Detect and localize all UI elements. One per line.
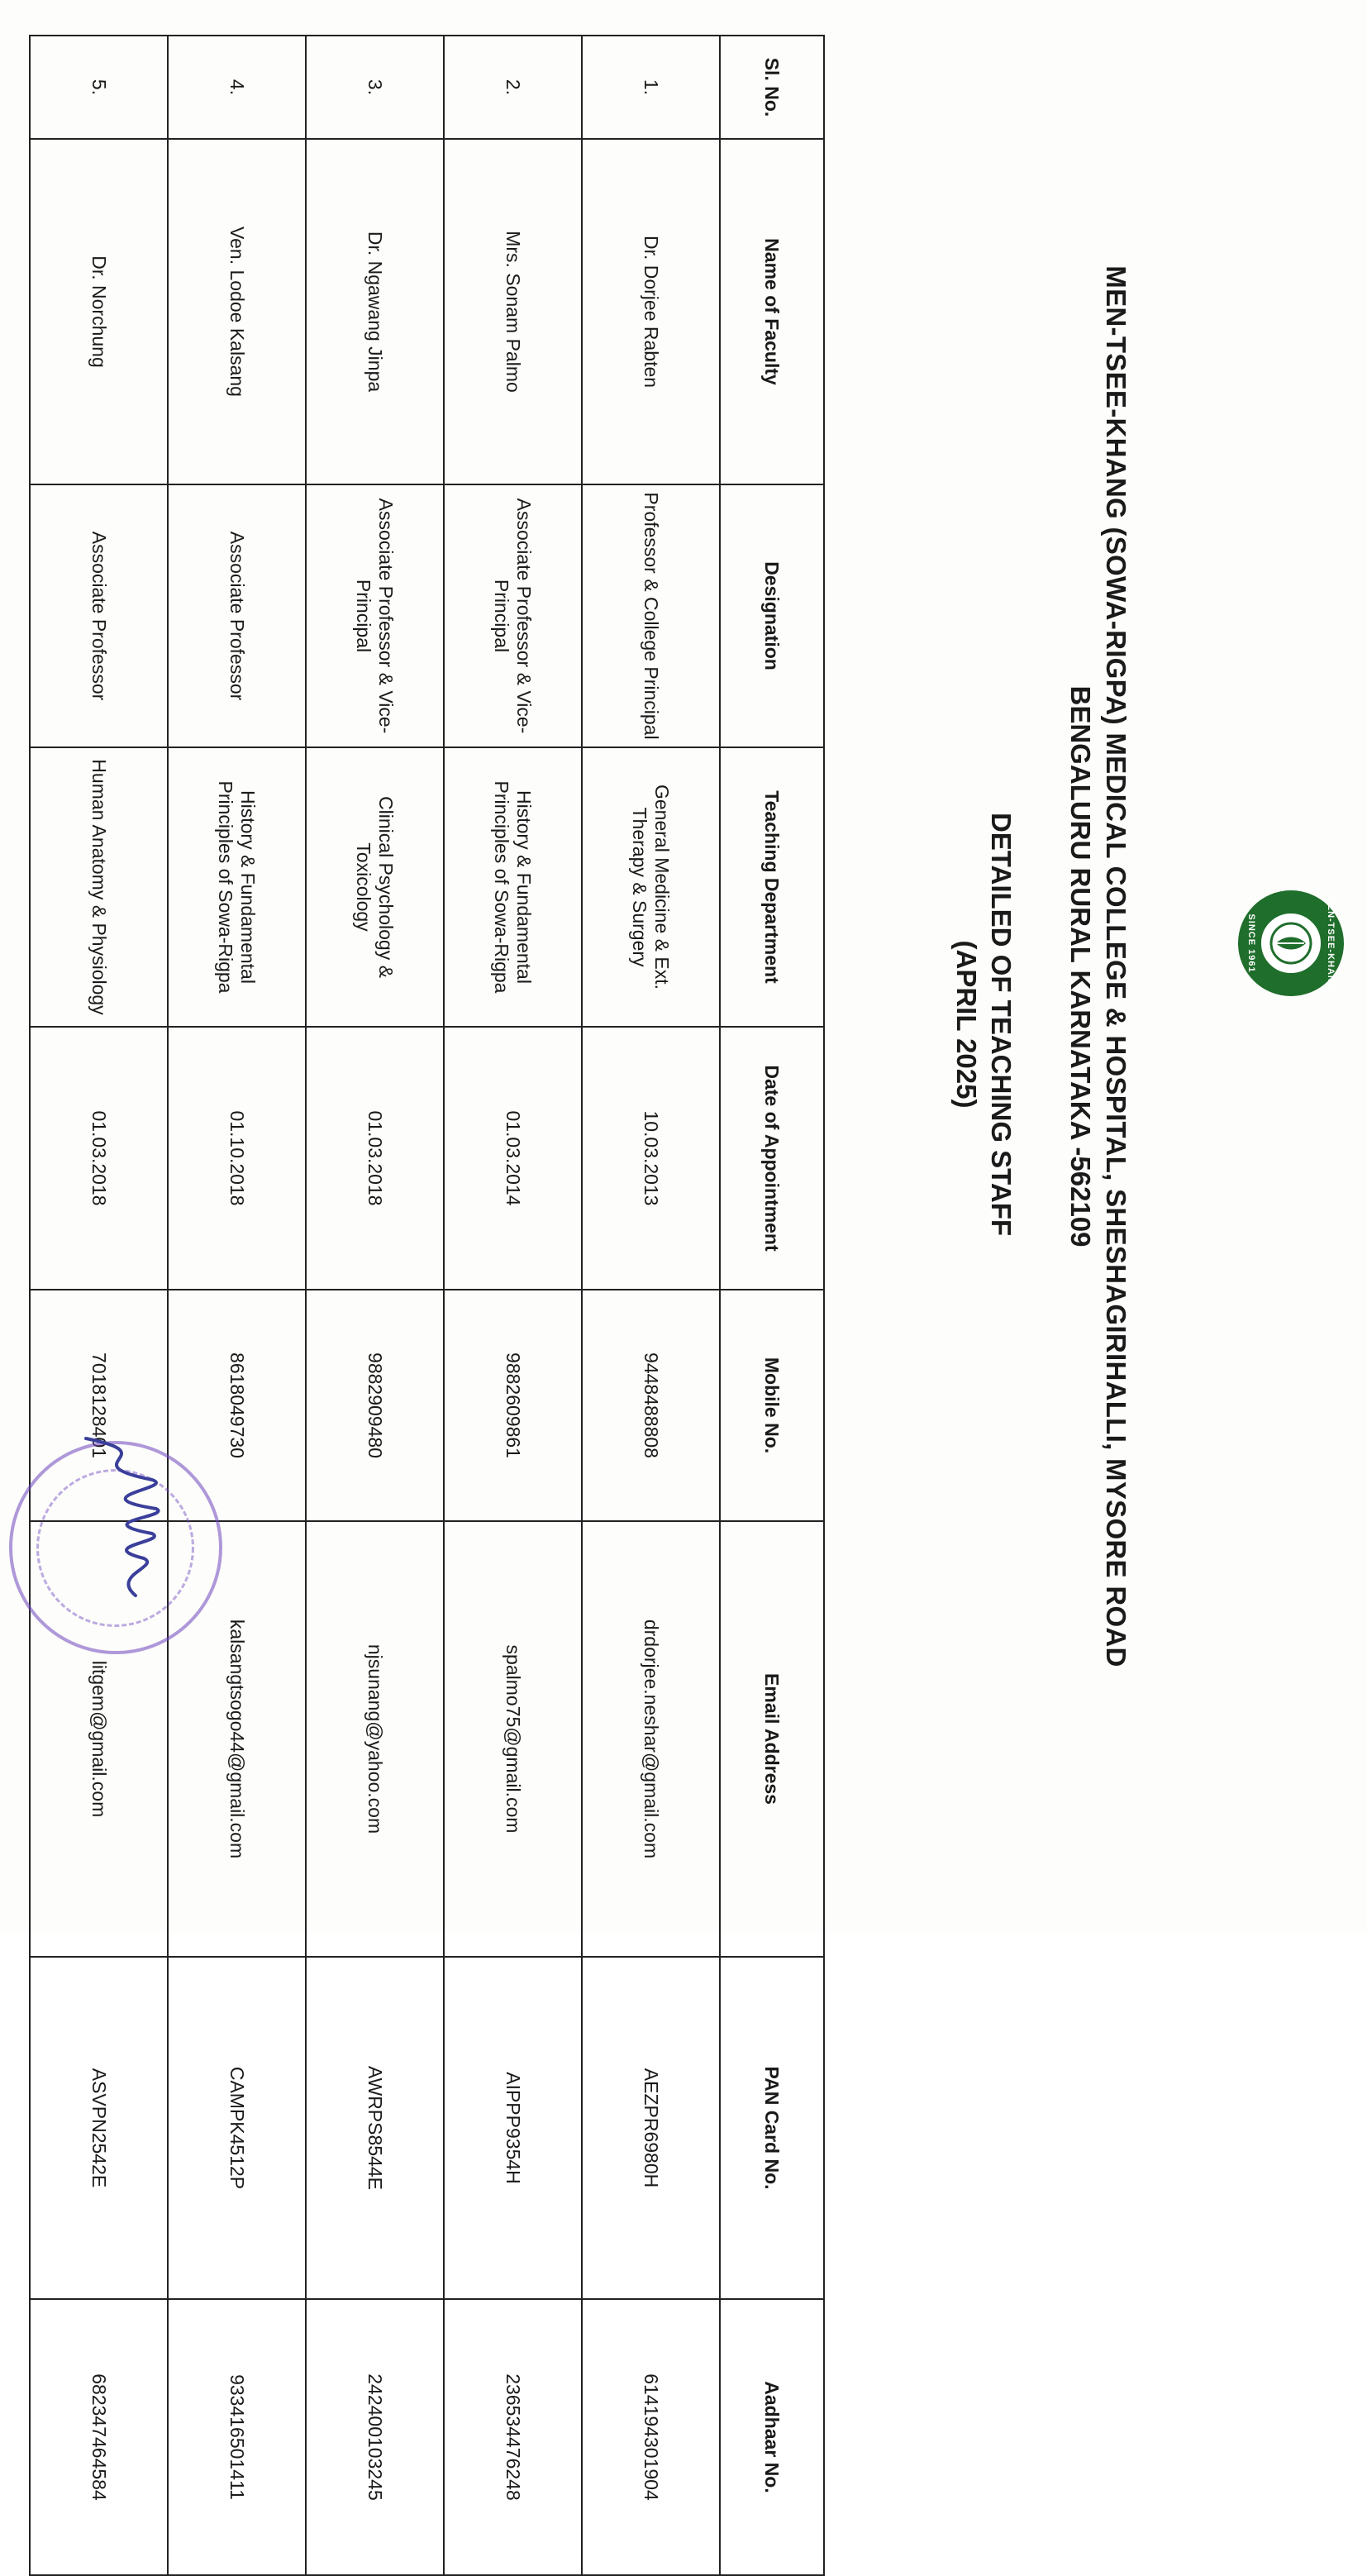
cell-date: 01.03.2018: [30, 1027, 168, 1290]
emblem-inner: [1259, 911, 1323, 976]
cell-date: 01.03.2014: [444, 1027, 582, 1290]
emblem-text-top: MEN-TSEE-KHANG: [1326, 895, 1336, 991]
emblem-leaf-icon: [1266, 918, 1316, 968]
table-row: [306, 36, 444, 2575]
cell-pan: CAMPK4512P: [168, 1957, 306, 2299]
table-row: [30, 36, 168, 2575]
cell-name: Mrs. Sonam Palmo: [444, 139, 582, 484]
cell-aadhaar: 236534476248: [444, 2299, 582, 2575]
cell-email: kalsangtsogo44@gmail.com: [168, 1521, 306, 1957]
cell-designation: Associate Professor & Vice-Principal: [444, 484, 582, 747]
cell-aadhaar: 614194301904: [582, 2299, 720, 2575]
cell-designation: Professor & College Principal: [582, 484, 720, 747]
cell-pan: AWRPS8544E: [306, 1957, 444, 2299]
cell-mobile: 9882609861: [444, 1290, 582, 1521]
cell-email: drdorjee.neshar@gmail.com: [582, 1521, 720, 1957]
cell-department: History & Fundamental Principles of Sowa-Rigpa: [444, 747, 582, 1027]
header-designation: Designation: [720, 484, 824, 747]
cell-sl: 2.: [444, 36, 582, 139]
cell-pan: AIPPP9354H: [444, 1957, 582, 2299]
cell-email: litgem@gmail.com: [30, 1521, 168, 1957]
college-name: MEN-TSEE-KHANG (SOWA-RIGPA) MEDICAL COLLEGE & HOSPITAL, SHESHAGIRIHALLI, MYSORE ROAD: [1101, 265, 1131, 1667]
document-date: (APRIL 2025): [951, 940, 982, 1109]
header-aadhaar: Aadhaar No.: [720, 2299, 824, 2575]
cell-mobile: 9448488808: [582, 1290, 720, 1521]
header-name: Name of Faculty: [720, 139, 824, 484]
cell-department: History & Fundamental Principles of Sowa-Rigpa: [168, 747, 306, 1027]
college-address: BENGALURU RURAL KARNATAKA -562109: [1065, 685, 1096, 1247]
handwritten-signature: [53, 1430, 185, 1604]
teaching-staff-table: [29, 35, 825, 2576]
cell-sl: 1.: [582, 36, 720, 139]
header-mobile: Mobile No.: [720, 1290, 824, 1521]
cell-aadhaar: 682347464584: [30, 2299, 168, 2575]
cell-aadhaar: 933416501411: [168, 2299, 306, 2575]
emblem-text-bottom: SINCE 1961: [1246, 914, 1256, 973]
cell-department: General Medicine & Ext. Therapy & Surgery: [582, 747, 720, 1027]
cell-date: 10.03.2013: [582, 1027, 720, 1290]
table-header-row: [720, 36, 824, 2575]
cell-pan: ASVPN2542E: [30, 1957, 168, 2299]
cell-designation: Associate Professor & Vice-Principal: [306, 484, 444, 747]
cell-designation: Associate Professor: [30, 484, 168, 747]
cell-designation: Associate Professor: [168, 484, 306, 747]
cell-name: Dr. Ngawang Jinpa: [306, 139, 444, 484]
cell-name: Dr. Norchung: [30, 139, 168, 484]
cell-pan: AEZPR6980H: [582, 1957, 720, 2299]
document-title: DETAILED OF TEACHING STAFF: [986, 812, 1017, 1237]
cell-sl: 3.: [306, 36, 444, 139]
cell-department: Clinical Psychology & Toxicology: [306, 747, 444, 1027]
header-sl-no: Sl. No.: [720, 36, 824, 139]
cell-name: Dr. Dorjee Rabten: [582, 139, 720, 484]
cell-sl: 5.: [30, 36, 168, 139]
cell-email: njsunang@yahoo.com: [306, 1521, 444, 1957]
header-pan: PAN Card No.: [720, 1957, 824, 2299]
cell-mobile: 7018128401: [30, 1290, 168, 1521]
cell-email: spalmo75@gmail.com: [444, 1521, 582, 1957]
cell-date: 01.03.2018: [306, 1027, 444, 1290]
table-row: [168, 36, 306, 2575]
header-date: Date of Appointment: [720, 1027, 824, 1290]
header-email: Email Address: [720, 1521, 824, 1957]
header-department: Teaching Department: [720, 747, 824, 1027]
cell-aadhaar: 242400103245: [306, 2299, 444, 2575]
cell-sl: 4.: [168, 36, 306, 139]
cell-date: 01.10.2018: [168, 1027, 306, 1290]
cell-name: Ven. Lodoe Kalsang: [168, 139, 306, 484]
cell-mobile: 8618049730: [168, 1290, 306, 1521]
table-row: [582, 36, 720, 2575]
cell-department: Human Anatomy & Physiology: [30, 747, 168, 1027]
cell-mobile: 9882909480: [306, 1290, 444, 1521]
table-row: [444, 36, 582, 2575]
college-emblem: [1238, 890, 1344, 996]
